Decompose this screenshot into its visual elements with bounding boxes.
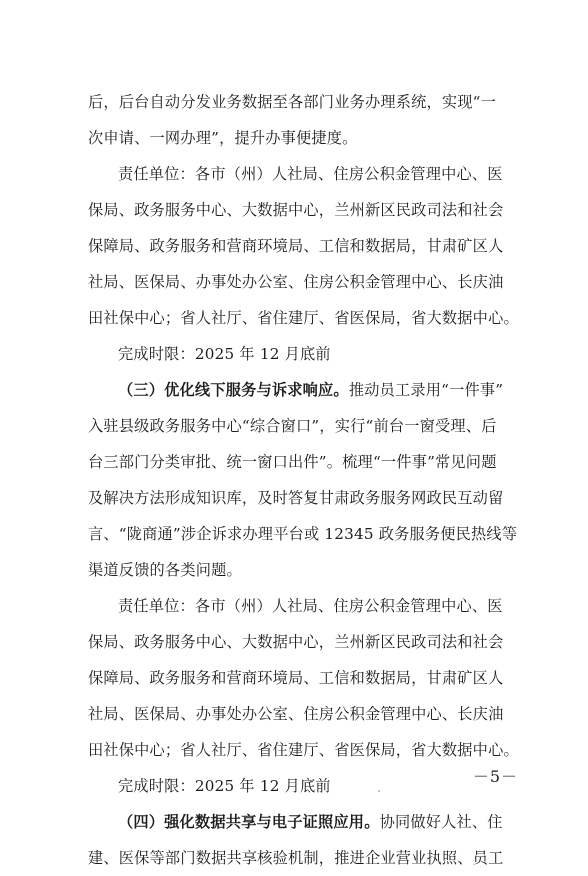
section-3-first-line bbox=[88, 372, 528, 408]
text-line: 言、“陇商通”涉企诉求办理平台或 12345 政务服务便民热线等 bbox=[88, 525, 518, 543]
responsibility-line: 责任单位：各市（州）人社局、住房公积金管理中心、医 bbox=[118, 597, 503, 615]
deadline-line: 完成时限：2025 年 12 月底前 bbox=[118, 777, 331, 795]
section-4-first-line-text: 协同做好人社、住 bbox=[379, 813, 503, 831]
text-line: 保局、政务服务中心、大数据中心，兰州新区民政司法和社会 bbox=[88, 201, 504, 219]
deadline-line: 完成时限：2025 年 12 月底前 bbox=[118, 345, 331, 363]
text-line: 及解决方法形成知识库，及时答复甘肃政务服务网政民互动留 bbox=[88, 489, 504, 507]
text-line: 次申请、一网办理”，提升办事便捷度。 bbox=[88, 129, 358, 147]
text-line: 后，后台自动分发业务数据至各部门业务办理系统，实现“一 bbox=[88, 93, 497, 111]
text-line: 建、医保等部门数据共享核验机制，推进企业营业执照、员工 bbox=[88, 849, 504, 867]
text-line: 社局、医保局、办事处办公室、住房公积金管理中心、长庆油 bbox=[88, 705, 504, 723]
section-4-first-line bbox=[88, 804, 528, 840]
text-line: 保障局、政务服务和营商环境局、工信和数据局，甘肃矿区人 bbox=[88, 237, 504, 255]
document-body bbox=[88, 84, 528, 876]
text-line: 台三部门分类审批、统一窗口出件”。梳理“一件事”常见问题 bbox=[88, 453, 497, 471]
scan-speck bbox=[378, 790, 380, 792]
text-line: 保局、政务服务中心、大数据中心，兰州新区民政司法和社会 bbox=[88, 633, 504, 651]
text-line: 入驻县级政务服务中心“综合窗口”，实行“前台一窗受理、后 bbox=[88, 417, 497, 435]
responsibility-line: 责任单位：各市（州）人社局、住房公积金管理中心、医 bbox=[118, 165, 503, 183]
text-line: 保障局、政务服务和营商环境局、工信和数据局，甘肃矿区人 bbox=[88, 669, 504, 687]
text-line: 田社保中心；省人社厅、省住建厅、省医保局，省大数据中心。 bbox=[88, 309, 519, 327]
text-line: 渠道反馈的各类问题。 bbox=[88, 561, 242, 579]
text-line: 田社保中心；省人社厅、省住建厅、省医保局，省大数据中心。 bbox=[88, 741, 519, 759]
text-line: 社局、医保局、办事处办公室、住房公积金管理中心、长庆油 bbox=[88, 273, 504, 291]
page-number: －5－ bbox=[472, 767, 518, 786]
section-4-heading: （四）强化数据共享与电子证照应用。 bbox=[118, 813, 380, 831]
section-3-heading: （三）优化线下服务与诉求响应。 bbox=[118, 381, 349, 399]
section-3-first-line-text: 推动员工录用“一件事” bbox=[348, 381, 504, 399]
